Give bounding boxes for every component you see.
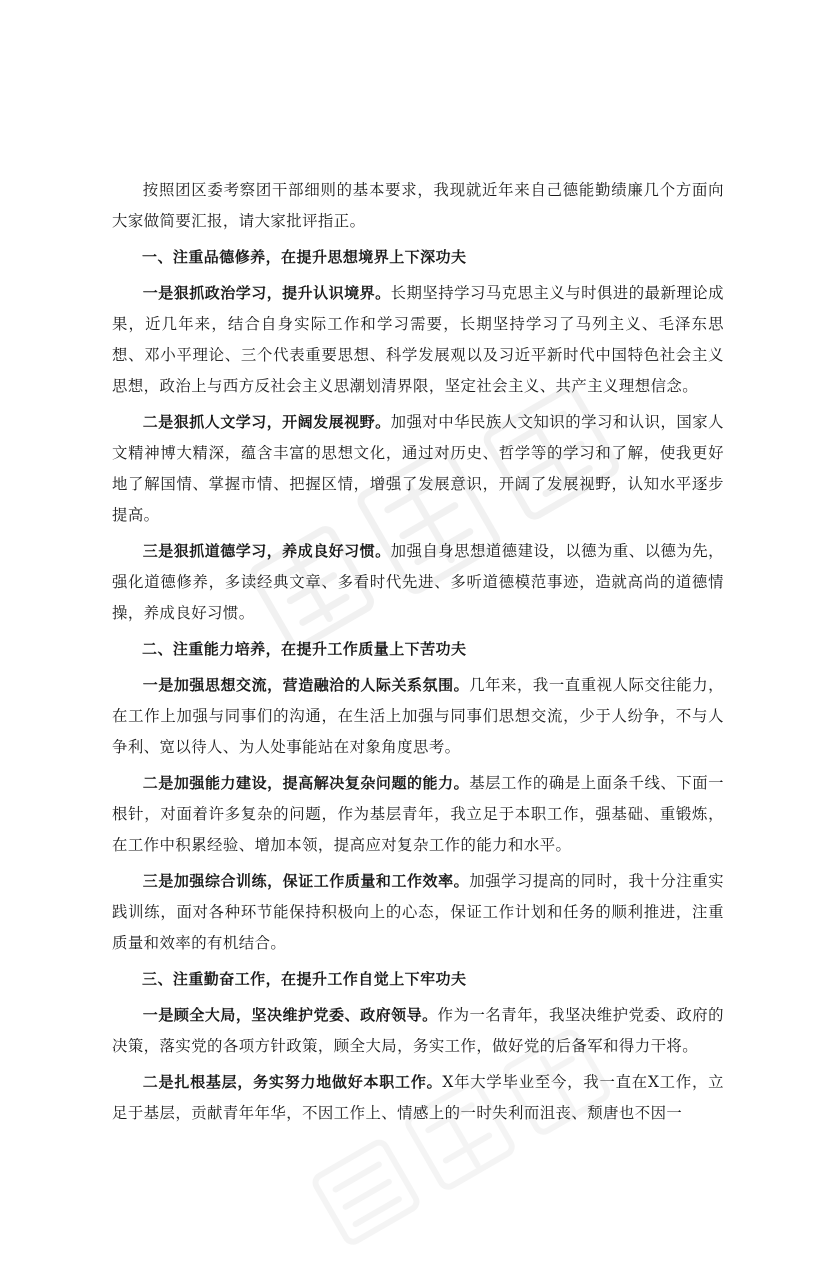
paragraph-lead: 一是顾全大局，坚决维护党委、政府领导。 (142, 1006, 438, 1024)
body-paragraph (112, 1067, 724, 1129)
body-paragraph (112, 536, 724, 629)
paragraph-lead: 三是狠抓道德学习，养成良好习惯。 (142, 542, 391, 560)
body-paragraph (112, 768, 724, 861)
body-paragraph (112, 1000, 724, 1062)
document-body (112, 175, 724, 1134)
section-heading: 一、注重品德修养，在提升思想境界上下深功夫 (142, 248, 467, 266)
section-heading: 三、注重勤奋工作，在提升工作自觉上下牢功夫 (142, 970, 467, 988)
paragraph-text: 加强对中华民族人文知识的学习和认识，国家人文精神博大精深，蕴含丰富的思想文化，通过对历史、哲学等的学习和了解，使我更好地了解国情、掌握市情、把握区情，增强了发展意识，开阔了发展视野，认知水平逐步提高。 (112, 413, 725, 524)
section-heading: 二、注重能力培养，在提升工作质量上下苦功夫 (142, 640, 467, 658)
paragraph-lead: 三是加强综合训练，保证工作质量和工作效率。 (142, 872, 470, 890)
paragraph-lead: 一是狠抓政治学习，提升认识境界。 (142, 284, 391, 302)
paragraph-text: 作为一名青年，我坚决维护党委、政府的决策，落实党的各项方针政策，顾全大局，务实工作，做好党的后备军和得力干将。 (112, 1006, 724, 1055)
paragraph-text: 几年来，我一直重视人际交往能力，在工作上加强与同事们的沟通，在生活上加强与同事们思想交流，少于人纷争，不与人争利、宽以待人、为人处事能站在对象角度思考。 (112, 676, 725, 756)
paragraph-text: 基层工作的确是上面条千线、下面一根针，对面着许多复杂的问题，作为基层青年，我立足于本职工作，强基础、重锻炼，在工作中积累经验、增加本领，提高应对复杂工作的能力和水平。 (112, 774, 725, 854)
paragraph-lead: 二是加强能力建设，提高解决复杂问题的能力。 (142, 774, 470, 792)
paragraph-lead: 一是加强思想交流，营造融洽的人际关系氛围。 (142, 676, 470, 694)
paragraph-text: 加强自身思想道德建设，以德为重、以德为先，强化道德修养，多读经典文章、多看时代先进、多听道德模范事迹，造就高尚的道德情操，养成良好习惯。 (112, 542, 725, 622)
paragraph-text: 加强学习提高的同时，我十分注重实践训练，面对各种环节能保持积极向上的心态，保证工作计划和任务的顺利推进，注重质量和效率的有机结合。 (112, 872, 725, 952)
body-paragraph (112, 866, 724, 959)
intro-paragraph: 按照团区委考察团干部细则的基本要求，我现就近年来自己德能勤绩廉几个方面向大家做简要汇报，请大家批评指正。 (112, 181, 724, 230)
body-paragraph (112, 278, 724, 402)
paragraph-text: 长期坚持学习马克思主义与时俱进的最新理论成果，近几年来，结合自身实际工作和学习需要，长期坚持学习了马列主义、毛泽东思想、邓小平理论、三个代表重要思想、科学发展观以及习近平新时代中国特色社会主义思想，政治上与西方反社会主义思潮划清界限，坚定社会主义、共产主义理想信念。 (112, 284, 725, 395)
paragraph-lead: 二是狠抓人文学习，开阔发展视野。 (142, 413, 391, 431)
paragraph-lead: 二是扎根基层，务实努力地做好本职工作。 (142, 1073, 443, 1091)
body-paragraph (112, 407, 724, 531)
body-paragraph (112, 670, 724, 763)
paragraph-text: X年大学毕业至今，我一直在X工作，立足于基层，贡献青年年华，不因工作上、情感上的一时失利而沮丧、颓唐也不因一 (112, 1073, 724, 1122)
